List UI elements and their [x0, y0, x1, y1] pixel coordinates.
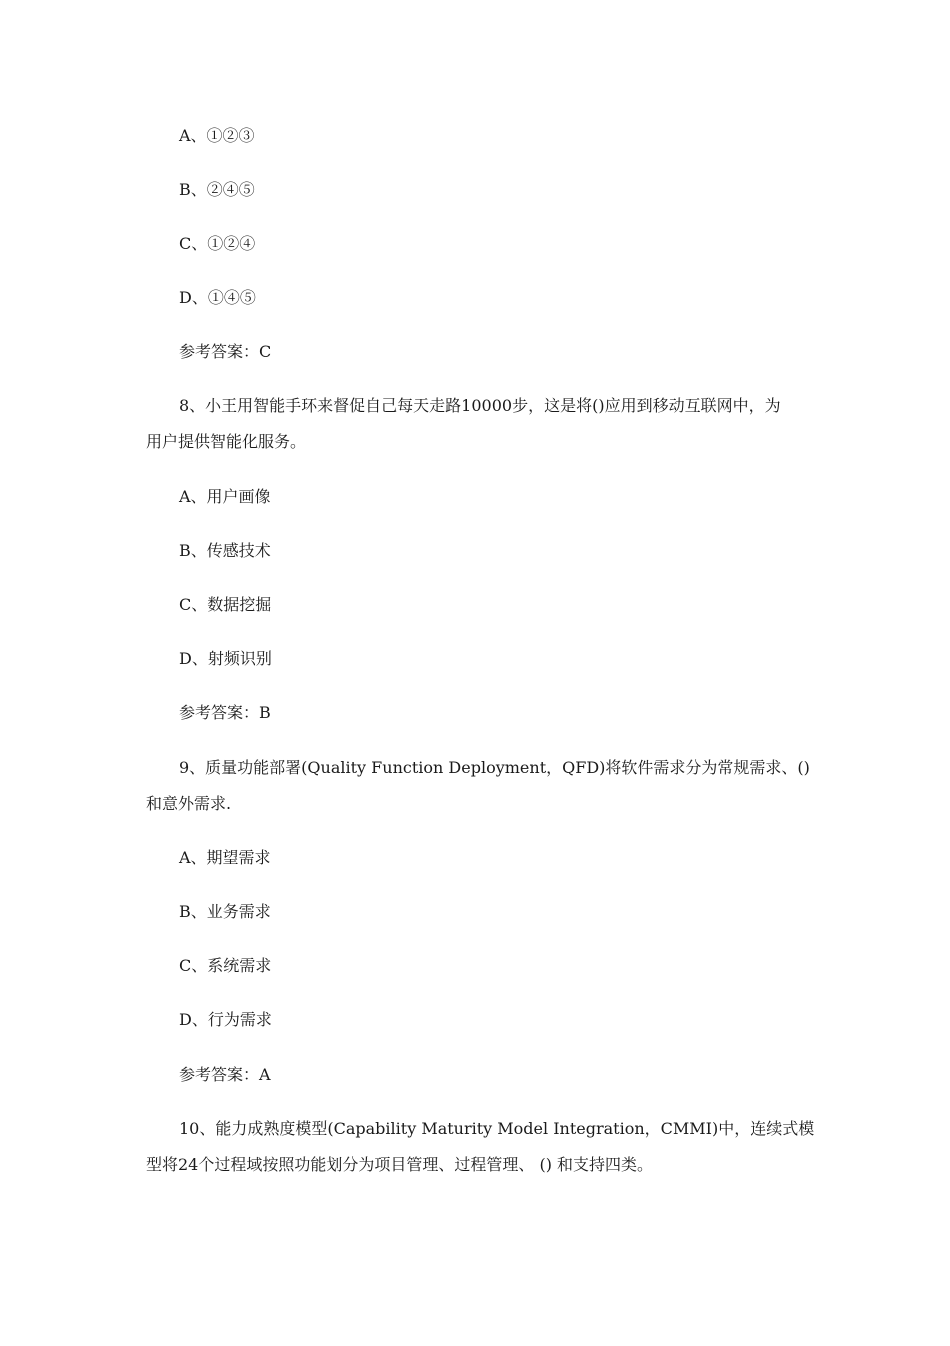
q7-option-c: C、①②④	[179, 234, 256, 253]
q8-option-a: A、用户画像	[179, 487, 271, 506]
q8-option-d: D、射频识别	[179, 649, 272, 668]
q7-answer: 参考答案：C	[179, 342, 272, 361]
q9-answer: 参考答案：A	[179, 1065, 271, 1084]
q9-text-line1: 9、质量功能部署(Quality Function Deployment，QFD)将软件需求分为常规需求、()	[179, 758, 810, 777]
q7-option-b: B、②④⑤	[179, 180, 255, 199]
q7-option-a: A、①②③	[179, 126, 255, 145]
q9-option-c: C、系统需求	[179, 956, 272, 975]
q8-answer: 参考答案：B	[179, 703, 271, 722]
q9-option-a: A、期望需求	[179, 848, 271, 867]
q7-option-d: D、①④⑤	[179, 288, 256, 307]
q8-text-line1: 8、小王用智能手环来督促自己每天走路10000步，这是将()应用到移动互联网中，为	[179, 396, 781, 415]
q10-text-line1: 10、能力成熟度模型(Capability Maturity Model Integration，CMMI)中，连续式模	[179, 1119, 815, 1138]
q8-text-line2: 用户提供智能化服务。	[146, 432, 307, 451]
q9-text-line2: 和意外需求.	[146, 794, 232, 813]
q9-option-b: B、业务需求	[179, 902, 271, 921]
q8-option-c: C、数据挖掘	[179, 595, 272, 614]
q8-option-b: B、传感技术	[179, 541, 271, 560]
q10-text-line2: 型将24个过程域按照功能划分为项目管理、过程管理、 () 和支持四类。	[146, 1155, 654, 1174]
q9-option-d: D、行为需求	[179, 1010, 272, 1029]
